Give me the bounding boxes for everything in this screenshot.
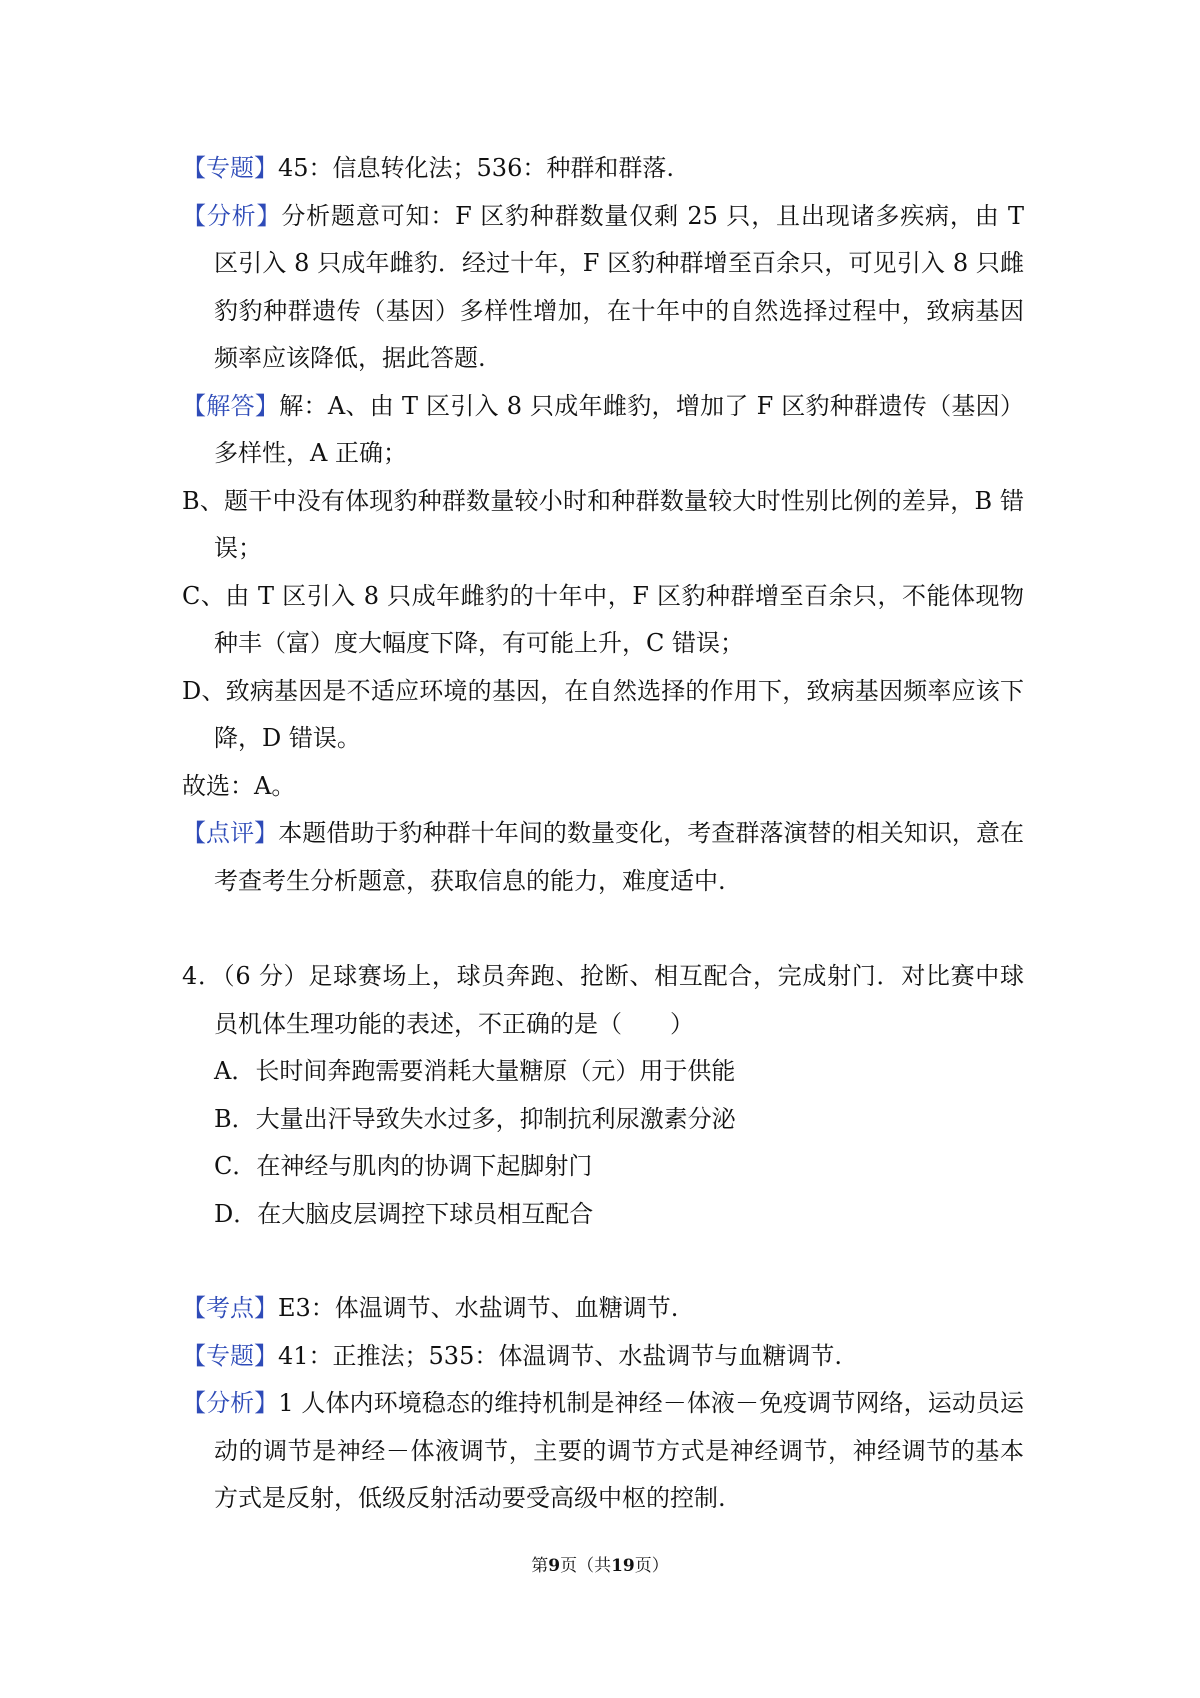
analysis-paragraph bbox=[182, 193, 1024, 383]
question-4-option-d: D．在大脑皮层调控下球员相互配合 bbox=[214, 1199, 594, 1228]
answer-c-paragraph: C、由 T 区引入 8 只成年雌豹的十年中，F 区豹种群增至百余只，不能体现物种丰（富）度大幅度下降，有可能上升，C 错误； bbox=[182, 581, 1024, 657]
answer-tag: 【解答】 bbox=[182, 391, 280, 420]
comment-paragraph bbox=[182, 810, 1024, 905]
analysis-text-2: 1 人体内环境稳态的维持机制是神经－体液－免疫调节网络，运动员运动的调节是神经－体液调节，主要的调节方式是神经调节，神经调节的基本方式是反射，低级反射活动要受高级中枢的控制. bbox=[214, 1389, 1025, 1512]
choice-line: 故选：A。 bbox=[182, 771, 296, 800]
footer-page-number: 9 bbox=[548, 1556, 561, 1576]
answer-text: 解：A、由 T 区引入 8 只成年雌豹，增加了 F 区豹种群遗传（基因）多样性，A 正确； bbox=[214, 391, 1024, 467]
section-spacer bbox=[182, 905, 1024, 953]
question-4-option-b: B．大量出汗导致失水过多，抑制抗利尿激素分泌 bbox=[214, 1104, 736, 1133]
analysis-tag: 【分析】 bbox=[182, 201, 282, 230]
analysis-tag-2: 【分析】 bbox=[182, 1389, 279, 1417]
footer-middle: 页（共 bbox=[560, 1556, 612, 1576]
topic-paragraph bbox=[182, 145, 1024, 193]
question-4-option-a: A．长时间奔跑需要消耗大量糖原（元）用于供能 bbox=[214, 1057, 736, 1085]
topic-text-2: 41：正推法；535：体温调节、水盐调节与血糖调节. bbox=[278, 1341, 842, 1370]
page-footer bbox=[0, 1554, 1200, 1578]
question-4-stem: 4．（6 分）足球赛场上，球员奔跑、抢断、相互配合，完成射门．对比赛中球员机体生理功能的表述，不正确的是（ ） bbox=[182, 962, 1024, 1038]
footer-total-pages: 19 bbox=[611, 1556, 635, 1576]
topic-tag: 【专题】 bbox=[182, 154, 278, 182]
page-content bbox=[182, 145, 1024, 1523]
point-text: E3：体温调节、水盐调节、血糖调节. bbox=[278, 1294, 679, 1322]
footer-suffix: 页） bbox=[634, 1556, 669, 1576]
comment-text: 本题借助于豹种群十年间的数量变化，考查群落演替的相关知识，意在考查考生分析题意，获取信息的能力，难度适中. bbox=[214, 819, 1025, 895]
comment-tag: 【点评】 bbox=[182, 819, 279, 847]
analysis-text: 分析题意可知：F 区豹种群数量仅剩 25 只，且出现诸多疾病，由 T 区引入 8 只成年雌豹．经过十年，F 区豹种群增至百余只，可见引入 8 只雌豹豹种群遗传（基因）多样性增加，在十年中的自然选择过程中，致病基因频率应该降低，据此答题. bbox=[214, 201, 1024, 372]
point-paragraph bbox=[182, 1285, 1024, 1333]
question-4-option-c: C．在神经与肌肉的协调下起脚射门 bbox=[214, 1152, 593, 1180]
point-tag: 【考点】 bbox=[182, 1294, 278, 1322]
footer-prefix: 第 bbox=[531, 1556, 549, 1576]
topic-tag-2: 【专题】 bbox=[182, 1341, 278, 1370]
answer-b-paragraph: B、题干中没有体现豹种群数量较小时和种群数量较大时性别比例的差异，B 错误； bbox=[182, 486, 1024, 562]
section-spacer bbox=[182, 1238, 1024, 1285]
analysis-paragraph-2 bbox=[182, 1380, 1024, 1523]
answer-paragraph bbox=[182, 383, 1024, 478]
topic-text: 45：信息转化法；536：种群和群落. bbox=[278, 154, 674, 182]
topic-paragraph-2 bbox=[182, 1333, 1024, 1381]
answer-d-paragraph: D、致病基因是不适应环境的基因，在自然选择的作用下，致病基因频率应该下降，D 错误。 bbox=[182, 676, 1024, 752]
